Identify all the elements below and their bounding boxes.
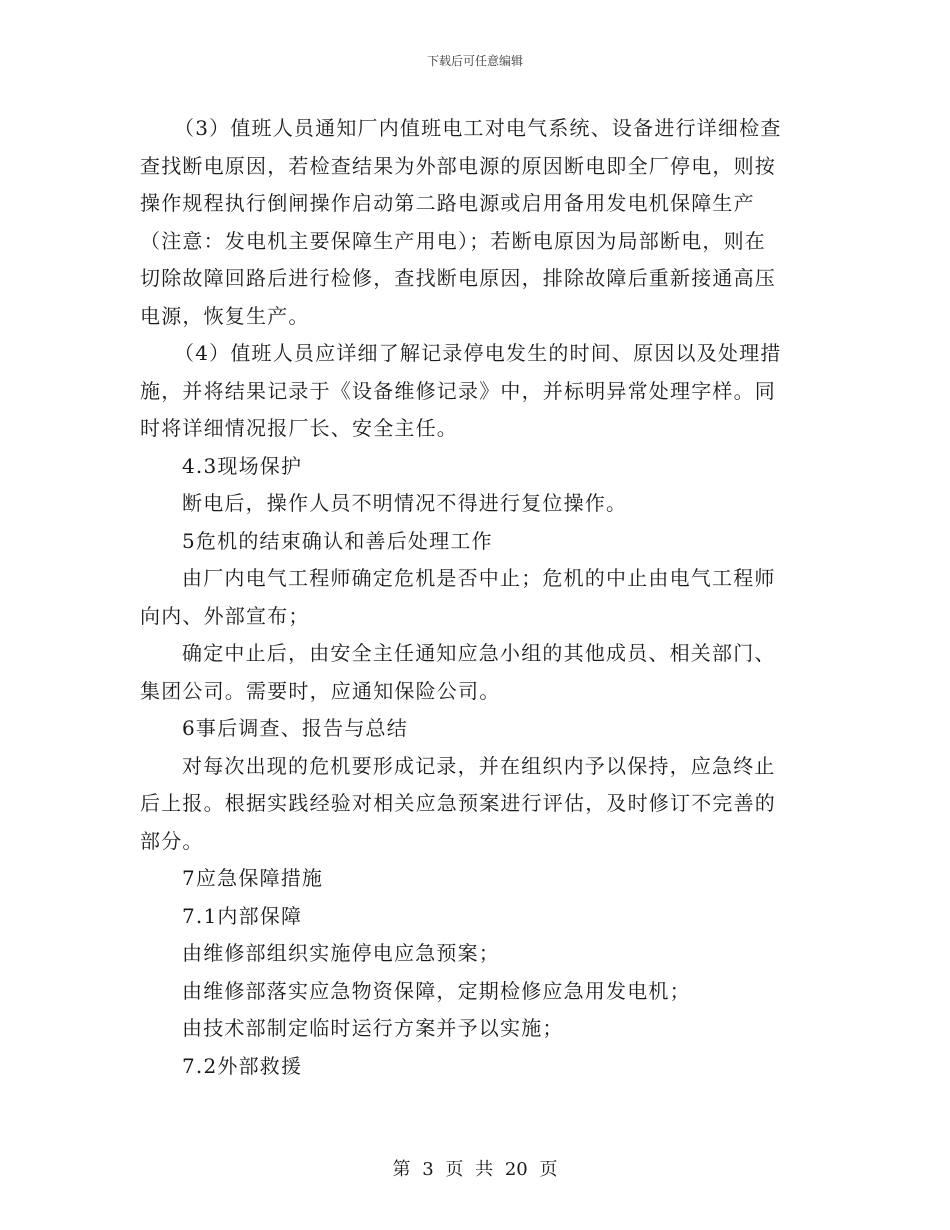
text-line: （4）值班人员应详细了解记录停电发生的时间、原因以及处理措 [174,341,782,365]
text-line: 集团公司。需要时，应通知保险公司。 [140,678,501,703]
section-heading-7-1: 7.1内部保障 [182,903,303,928]
section-heading-5: 5危机的结束确认和善后处理工作 [182,528,493,553]
text-line: 向内、外部宣布； [140,603,310,628]
text-line: 查找断电原因，若检查结果为外部电源的原因断电即全厂停电，则按 [140,153,776,178]
list-item: 由技术部制定临时运行方案并予以实施； [182,1016,564,1040]
text-line: 确定中止后，由安全主任通知应急小组的其他成员、相关部门、 [182,641,776,665]
document-body [140,110,810,1085]
section-heading-6: 6事后调查、报告与总结 [182,716,408,740]
text-line: 由厂内电气工程师确定危机是否中止；危机的中止由电气工程师 [182,566,776,590]
page-header: 下载后可任意编辑 [426,54,523,68]
text-line: 操作规程执行倒闸操作启动第二路电源或启用备用发电机保障生产 [140,191,755,215]
page-footer: 第 3 页 共 20 页 [392,1159,558,1180]
section-heading-7: 7应急保障措施 [182,866,324,890]
paragraph-crisis-end [140,560,810,635]
text-line: （3）值班人员通知厂内值班电工对电气系统、设备进行详细检查 [174,116,782,140]
paragraph-records [140,748,810,861]
list-item: 由维修部落实应急物资保障，定期检修应急用发电机； [182,978,691,1003]
paragraph-notify [140,635,810,710]
text-line: 电源，恢复生产。 [140,303,310,328]
text-line: 施，并将结果记录于《设备维修记录》中，并标明异常处理字样。同 [140,378,776,403]
section-heading-7-2: 7.2外部救援 [182,1053,303,1078]
paragraph-item-3 [140,110,810,335]
text-line: 时将详细情况报厂长、安全主任。 [140,416,458,440]
paragraph-site-protection: 断电后，操作人员不明情况不得进行复位操作。 [182,491,628,515]
text-line: 部分。 [140,828,204,853]
text-line: 切除故障回路后进行检修，查找断电原因，排除故障后重新接通高压 [140,266,776,290]
list-item: 由维修部组织实施停电应急预案； [182,941,500,965]
paragraph-item-4 [140,335,810,448]
text-line: 后上报。根据实践经验对相关应急预案进行评估，及时修订不完善的 [140,791,776,815]
section-heading-4-3: 4.3现场保护 [182,453,303,478]
text-line: 对每次出现的危机要形成记录，并在组织内予以保持，应急终止 [182,753,776,778]
text-line: （注意：发电机主要保障生产用电）；若断电原因为局部断电，则在 [140,228,766,253]
